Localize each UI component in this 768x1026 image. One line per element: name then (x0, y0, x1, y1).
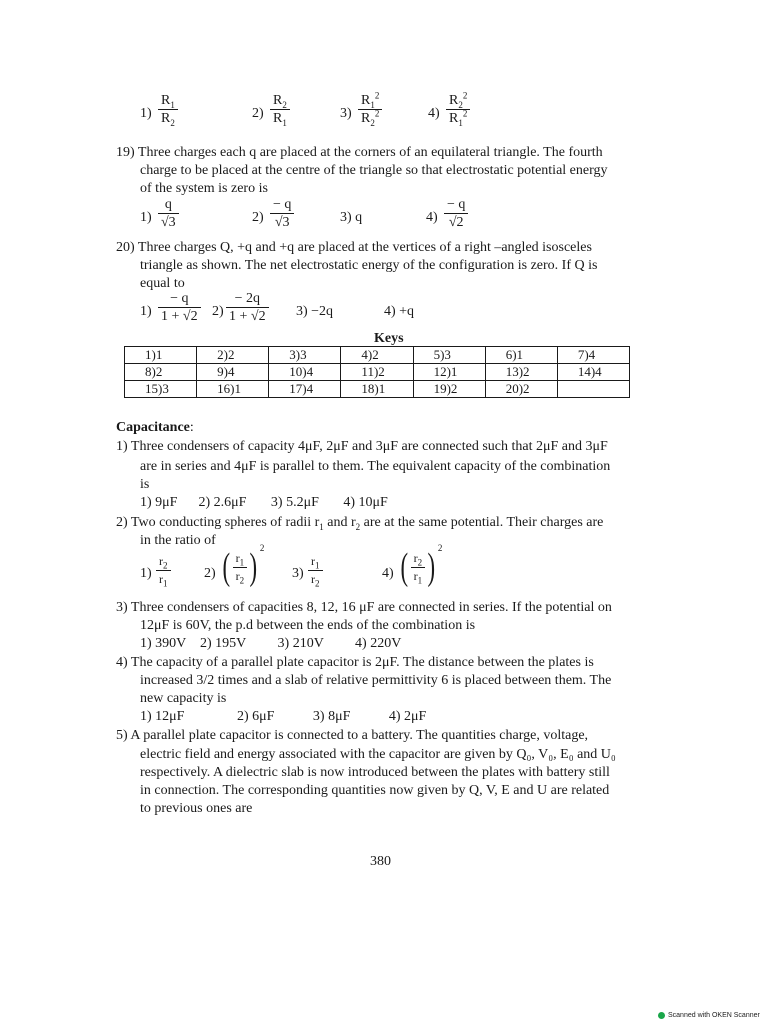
fraction: $\frac{- q}{√2}$ (444, 196, 468, 231)
keys-cell: 4)2 (341, 347, 413, 364)
cap-q4-line1: 4) The capacity of a parallel plate capacitor is 2μF. The distance between the plates is (116, 655, 594, 670)
keys-cell: 16)1 (197, 381, 269, 398)
keys-cell: 15)3 (125, 381, 197, 398)
keys-cell: 20)2 (485, 381, 557, 398)
fraction: $\frac{R_2^2}{R_1^2}$ (446, 92, 470, 127)
option-label: 2) (252, 210, 264, 225)
option-label: 4) (382, 566, 394, 581)
cap-q1-line3: is (140, 477, 150, 492)
option-text: 3) −2q (296, 304, 334, 319)
scanner-logo-icon (658, 1012, 665, 1019)
question-20-line3: equal to (140, 276, 185, 291)
cap-q5-line2: electric field and energy associated with the capacitor are given by Q₀, V₀, E₀ and U₀ (140, 747, 616, 762)
fraction: $\frac{r_1}{r_2}$ (308, 553, 323, 588)
option-label: 2) (204, 566, 216, 581)
cap-q4-line2: increased 3/2 times and a slab of relative permittivity 6 is placed between them. The (140, 673, 612, 688)
fraction: $\frac{R_2}{R_1}$ (270, 92, 290, 127)
cap-q3-line2: 12μF is 60V, the p.d between the ends of the combination is (140, 618, 476, 633)
keys-cell: 2)2 (197, 347, 269, 364)
keys-cell: 8)2 (125, 364, 197, 381)
keys-table (124, 346, 630, 398)
top-options (140, 92, 620, 140)
question-19-line1: 19) Three charges each q are placed at the corners of an equilateral triangle. The fourth (116, 145, 603, 160)
option-label: 1) (140, 210, 152, 225)
cap-q1-line1: 1) Three condensers of capacity 4μF, 2μF and 3μF are connected such that 2μF and 3μF (116, 439, 608, 454)
cap-q4-options: 1) 12μF 2) 6μF 3) 8μF 4) 2μF (140, 709, 427, 724)
cap-q2-options (140, 543, 460, 598)
option-text: 3) q (340, 210, 363, 225)
option-label: 1) (140, 106, 152, 121)
option-label: 3) (292, 566, 304, 581)
page-number: 380 (370, 854, 391, 869)
keys-cell: 3)3 (269, 347, 341, 364)
keys-cell: 12)1 (413, 364, 485, 381)
cap-q5-line3: respectively. A dielectric slab is now introduced between the plates with battery still (140, 765, 610, 780)
option-label: 1) (140, 566, 152, 581)
section-heading: Capacitance: (116, 420, 194, 435)
cap-q2-line1: 2) Two conducting spheres of radii $r_1$ and $r_2$ are at the same potential. Their charges are (116, 515, 604, 532)
fraction: $\frac{r_2}{r_1}$ (156, 553, 171, 588)
cap-q4-line3: new capacity is (140, 691, 227, 706)
question-20-line1: 20) Three charges Q, +q and +q are placed at the vertices of a right –angled isosceles (116, 240, 592, 255)
cap-q1-options: 1) 9μF 2) 2.6μF 3) 5.2μF 4) 10μF (140, 495, 388, 510)
cap-q3-line1: 3) Three condensers of capacities 8, 12, 16 μF are connected in series. If the potential on (116, 600, 612, 615)
cap-q5-line5: to previous ones are (140, 801, 253, 816)
cap-q5-line4: in connection. The corresponding quantities now given by Q, V, E and U are related (140, 783, 610, 798)
option-label: 4) (428, 106, 440, 121)
keys-title: Keys (374, 331, 404, 346)
paren-group: ( $\frac{r_2}{r_1}$ ) $^2$ (400, 543, 443, 588)
cap-q3-options: 1) 390V 2) 195V 3) 210V 4) 220V (140, 636, 402, 651)
keys-row (125, 347, 630, 364)
keys-cell: 10)4 (269, 364, 341, 381)
fraction: $\frac{- 2q}{1 + √2}$ (226, 290, 269, 325)
keys-cell: 9)4 (197, 364, 269, 381)
keys-cell: 17)4 (269, 381, 341, 398)
scanner-text: Scanned with OKEN Scanner (668, 1012, 760, 1019)
option-text: 4) +q (384, 304, 415, 319)
question-19-options (140, 196, 620, 238)
cap-q5-line1: 5) A parallel plate capacitor is connected to a battery. The quantities charge, voltage, (116, 728, 589, 743)
keys-cell: 5)3 (413, 347, 485, 364)
fraction: $\frac{R_1^2}{R_2^2}$ (358, 92, 382, 127)
keys-cell: 14)4 (557, 364, 629, 381)
question-19-line3: of the system is zero is (140, 181, 268, 196)
question-20-options (140, 290, 620, 332)
fraction: $\frac{R_1}{R_2}$ (158, 92, 178, 127)
keys-row (125, 364, 630, 381)
fraction: $\frac{q}{√3}$ (158, 196, 179, 231)
option-label: 3) (340, 106, 352, 121)
keys-cell: 13)2 (485, 364, 557, 381)
keys-cell: 1)1 (125, 347, 197, 364)
fraction: $\frac{- q}{1 + √2}$ (158, 290, 201, 325)
keys-cell: 11)2 (341, 364, 413, 381)
option-label: 2) (252, 106, 264, 121)
question-20-line2: triangle as shown. The net electrostatic energy of the configuration is zero. If Q is (140, 258, 598, 273)
keys-cell: 6)1 (485, 347, 557, 364)
cap-q1-line2: are in series and 4μF is parallel to them. The equivalent capacity of the combination (140, 459, 611, 474)
option-label: 4) (426, 210, 438, 225)
option-label: 2) (212, 304, 224, 319)
fraction: $\frac{- q}{√3}$ (270, 196, 294, 231)
cap-q2-line2: in the ratio of (140, 533, 216, 548)
keys-cell: 18)1 (341, 381, 413, 398)
keys-cell (557, 381, 629, 398)
keys-row (125, 381, 630, 398)
option-label: 1) (140, 304, 152, 319)
scanner-watermark (658, 1006, 760, 1026)
keys-cell: 19)2 (413, 381, 485, 398)
question-19-line2: charge to be placed at the centre of the triangle so that electrostatic potential energy (140, 163, 608, 178)
keys-cell: 7)4 (557, 347, 629, 364)
paren-group: ( $\frac{r_1}{r_2}$ ) $^2$ (222, 543, 265, 588)
section-heading-text: Capacitance (116, 420, 190, 435)
